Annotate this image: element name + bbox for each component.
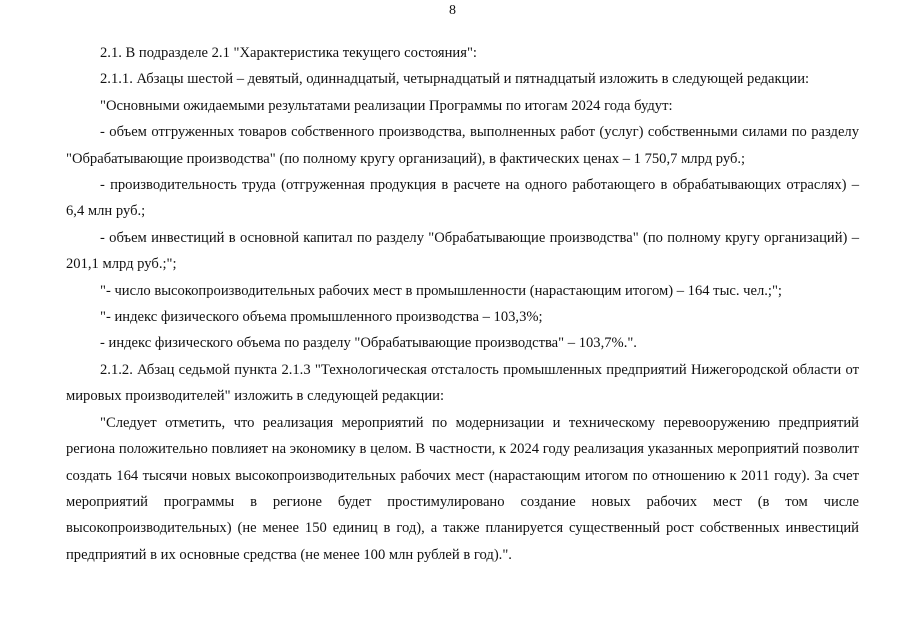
paragraph-labor-productivity: - производительность труда (отгруженная продукция в расчете на одного работающего в обрабатывающих отраслях) – 6,4 млн руб.; bbox=[66, 177, 859, 220]
paragraph-2-1-2: 2.1.2. Абзац седьмой пункта 2.1.3 "Технологическая отсталость промышленных предприятий Нижегородской области от мировых производителей" изложить в следующей редакции: bbox=[66, 361, 859, 405]
paragraph-2-1-1: 2.1.1. Абзацы шестой – девятый, одиннадцатый, четырнадцатый и пятнадцатый изложить в следующей редакции: bbox=[100, 71, 810, 88]
paragraph-industrial-index: "- индекс физического объема промышленного производства – 103,3%; bbox=[100, 309, 543, 326]
page-number: 8 bbox=[449, 3, 456, 18]
paragraph-high-productivity-jobs: "- число высокопроизводительных рабочих мест в промышленности (нарастающим итогом) – 164 тыс. чел.;"; bbox=[100, 282, 782, 299]
paragraph-investment-volume: - объем инвестиций в основной капитал по разделу "Обрабатывающие производства" (по полному кругу организаций) – 201,1 млрд руб.;"; bbox=[66, 229, 859, 273]
document-body bbox=[66, 40, 859, 568]
paragraph-expected-results-intro: "Основными ожидаемыми результатами реализации Программы по итогам 2024 года будут: bbox=[100, 97, 673, 114]
paragraph-manufacturing-index: - индекс физического объема по разделу "Обрабатывающие производства" – 103,7%.". bbox=[100, 335, 637, 352]
paragraph-shipped-goods: - объем отгруженных товаров собственного производства, выполненных работ (услуг) собственными силами по разделу "Обрабатывающие производства" (по полному кругу организаций), в фактических ценах – 1 750,7 млрд руб.; bbox=[66, 124, 859, 167]
paragraph-2-1: 2.1. В подразделе 2.1 "Характеристика текущего состояния": bbox=[100, 45, 477, 61]
paragraph-modernization-note: "Следует отметить, что реализация мероприятий по модернизации и техническому перевооружению предприятий региона положительно повлияет на экономику в целом. В частности, к 2024 году реализация указанных мероприятий позволит создать 164 тысячи новых высокопроизводительных рабочих мест (нарастающим итогом по отношению к 2011 году). За счет мероприятий программы в регионе будет простимулировано создание новых рабочих мест (в том числе высокопроизводительных) (не менее 150 единиц в год), а также планируется существенный рост собственных инвестиций предприятий в их основные средства (не менее 100 млн рублей в год).". bbox=[66, 414, 859, 563]
